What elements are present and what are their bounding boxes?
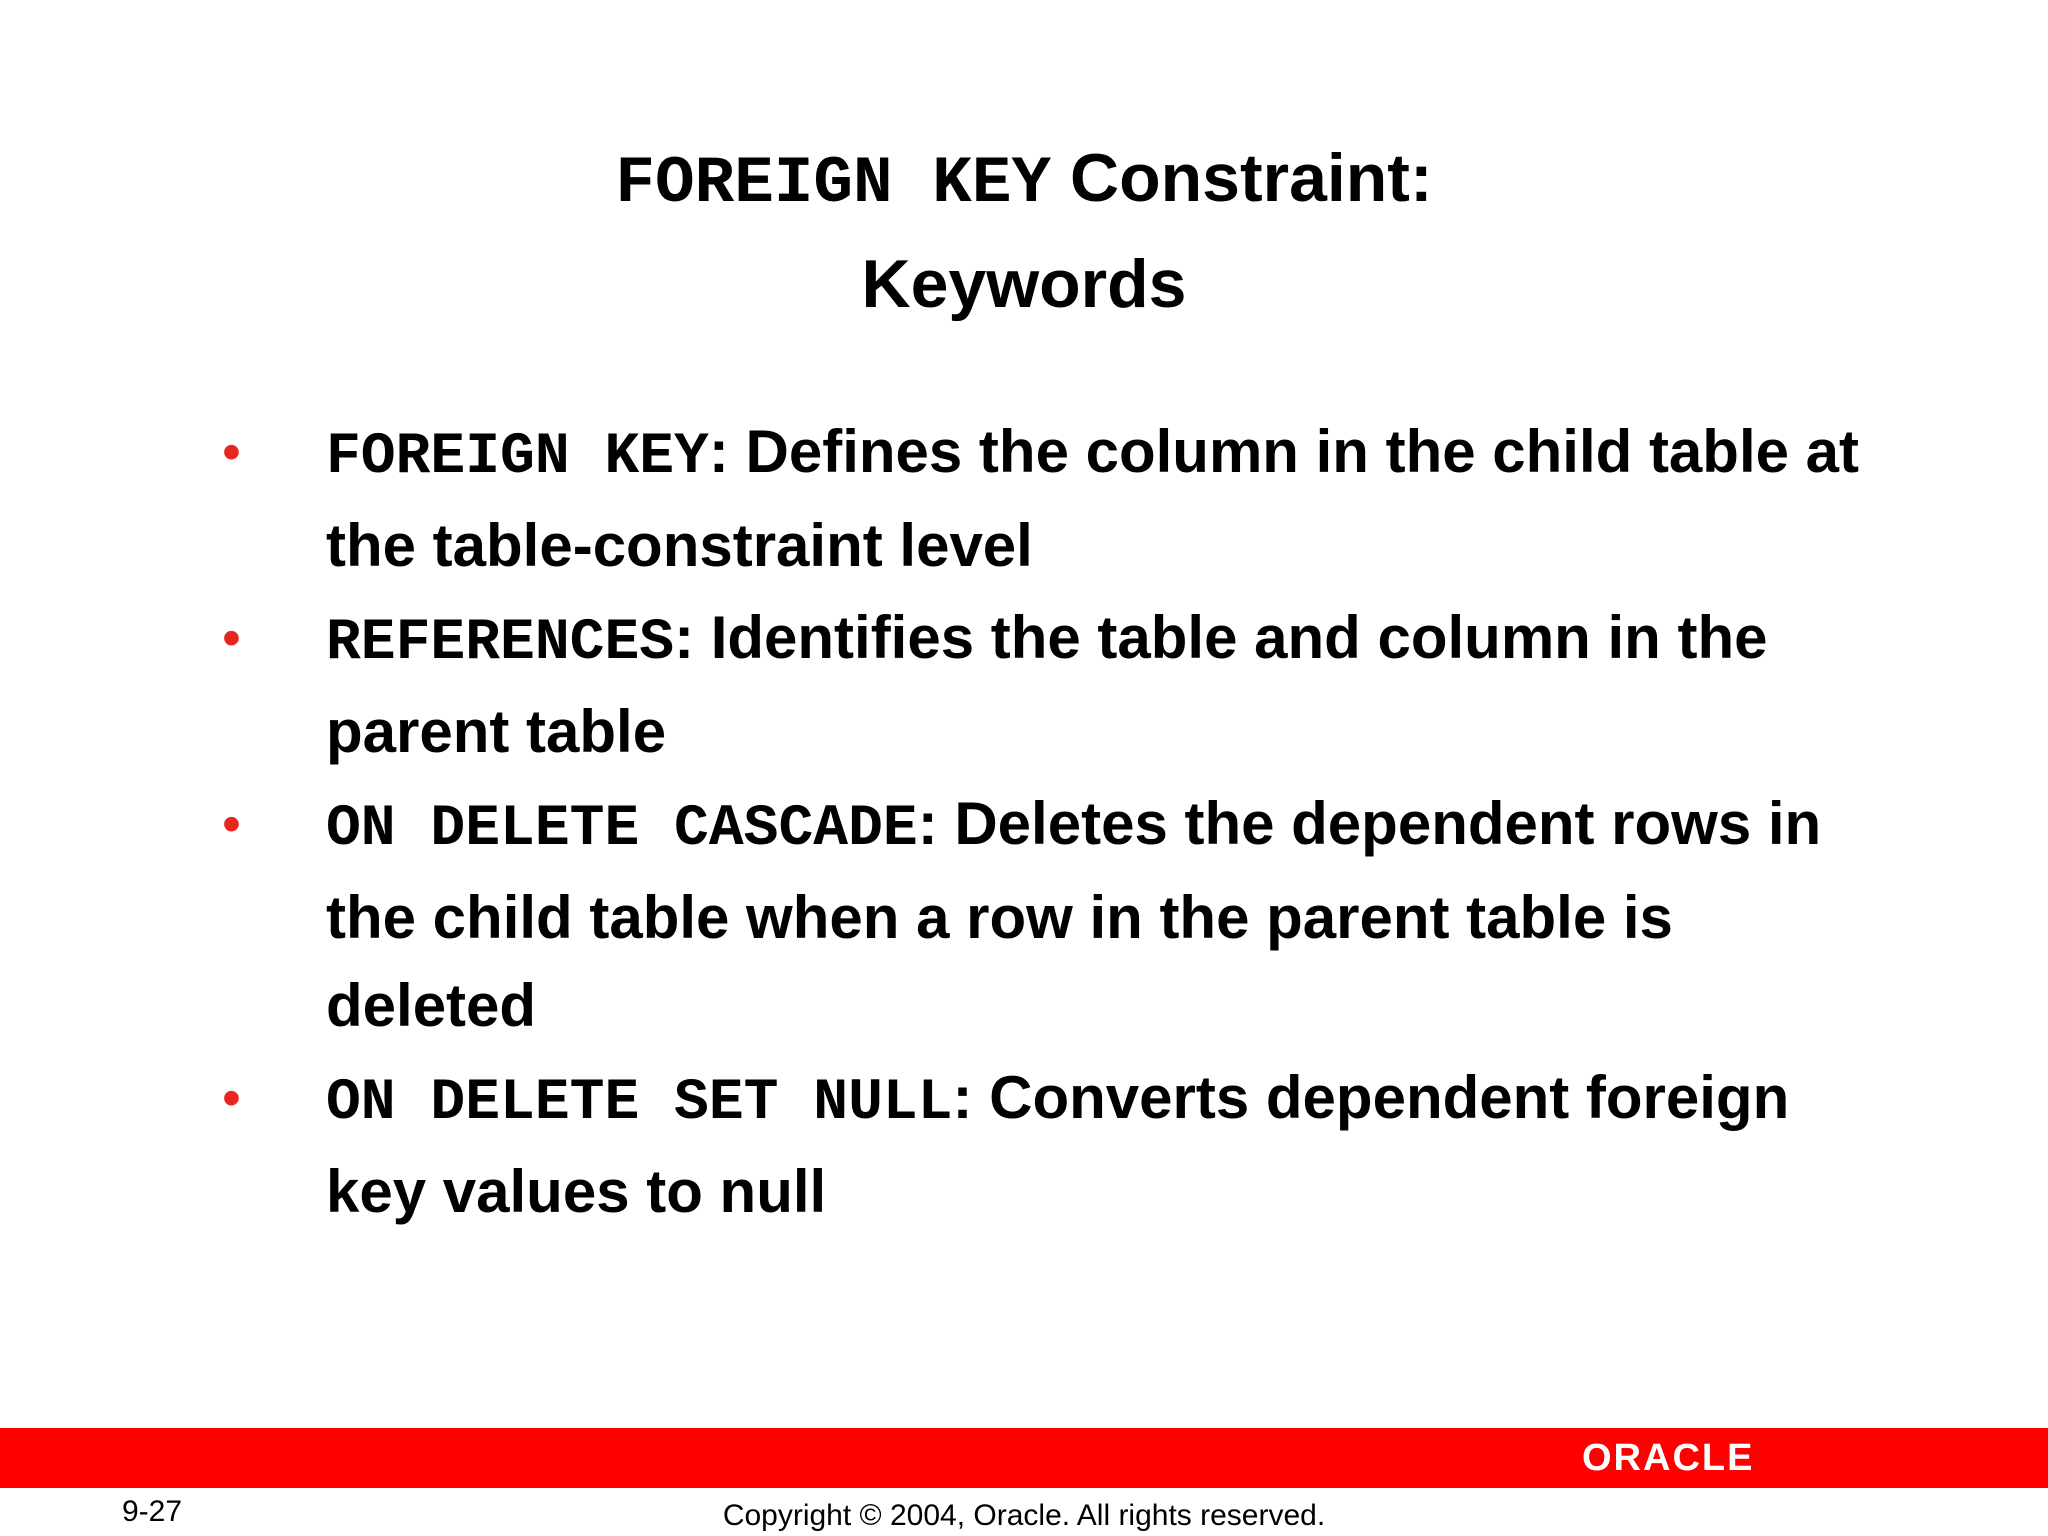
- oracle-logo: [1582, 1436, 1832, 1478]
- oracle-logo-icon: [1582, 1436, 1832, 1478]
- bullet-item: [222, 594, 1862, 776]
- bullet-keyword: ON DELETE CASCADE: [326, 797, 918, 862]
- bullet-icon: •: [222, 1068, 241, 1128]
- copyright-notice: Copyright © 2004, Oracle. All rights reserved.: [722, 1499, 1326, 1532]
- bullet-icon: •: [222, 422, 241, 482]
- bullet-text: : Defines the column in the child table at the table-constraint level: [326, 418, 1860, 579]
- title-rest: Constraint:: [1051, 140, 1433, 216]
- page-number: 9-27: [122, 1495, 183, 1528]
- bullet-item: [222, 780, 1862, 1050]
- bullet-keyword: ON DELETE SET NULL: [326, 1071, 953, 1136]
- bullet-icon: •: [222, 608, 241, 668]
- oracle-logo-text: ORACLE: [1582, 1437, 1755, 1478]
- bullet-icon: •: [222, 794, 241, 854]
- bullet-item: [222, 408, 1862, 590]
- bullet-keyword: FOREIGN KEY: [326, 425, 709, 490]
- bullet-text: : Deletes the dependent rows in the child table when a row in the parent table is deleted: [326, 790, 1822, 1039]
- slide-title: [0, 128, 2048, 334]
- title-line2: Keywords: [861, 246, 1187, 322]
- bullet-text: : Identifies the table and column in the parent table: [326, 604, 1768, 765]
- bullet-keyword: REFERENCES: [326, 611, 675, 676]
- bullet-item: [222, 1054, 1862, 1236]
- title-code: FOREIGN KEY: [615, 146, 1052, 221]
- bullet-text: : Converts dependent foreign key values to null: [326, 1064, 1790, 1225]
- bullet-list: [222, 408, 1862, 1240]
